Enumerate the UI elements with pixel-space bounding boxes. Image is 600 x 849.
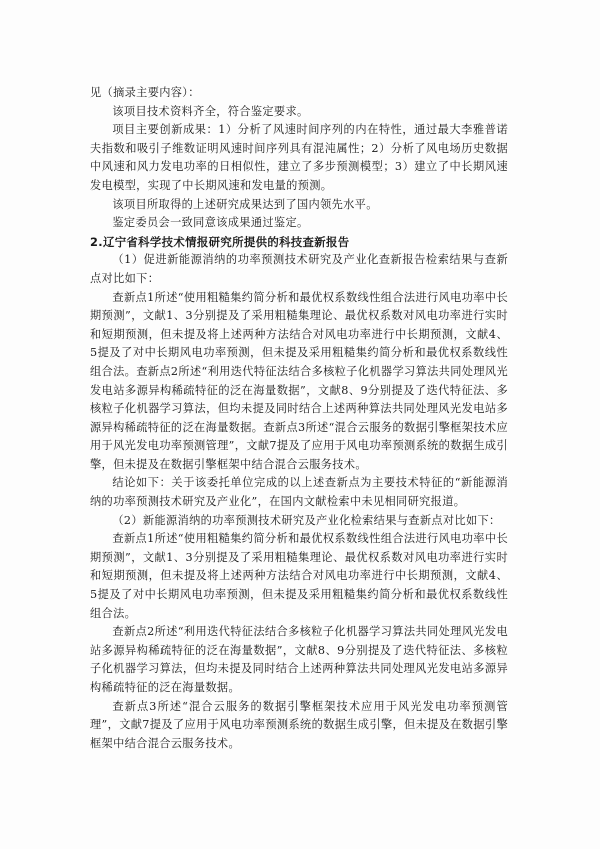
- paragraph-materials-complete: 该项目技术资料齐全，符合鉴定要求。: [112, 104, 309, 118]
- paragraph-committee-approval: 鉴定委员会一致同意该成果通过鉴定。: [112, 216, 309, 230]
- paragraph-excerpt-label: 见（摘录主要内容）：: [90, 86, 200, 99]
- section-heading-novelty-report: 2.辽宁省科学技术情报研究所提供的科技查新报告: [90, 234, 350, 249]
- paragraph-report-1-conclusion: 结论如下：关于该委托单位完成的以上述查新点为主要技术特征的“新能源消纳的功率预测技术研究及产业化”，在国内文献检索中未见相同研究报道。: [90, 476, 508, 509]
- paragraph-report-2-point-1: 查新点1所述“使用粗糙集约简分析和最优权系数线性组合法进行风电功率中长期预测”，文献1、3分别提及了采用粗糙集理论、最优权系数对风电功率进行实时和短期预测，但未提及将上述两种方法结合对风电功率进行中长期预测，文献4、5提及了对中长期风电功率预测，但未提及采用粗糙集约简分析和最优权系数线性组合法。: [90, 532, 508, 620]
- paragraph-report-2-point-3: 查新点3所述“混合云服务的数据引擎框架技术应用于风光发电功率预测管理”，文献7提及了应用于风电功率预测系统的数据生成引擎，但未提及在数据引擎框架中结合混合云服务技术。: [90, 699, 508, 750]
- document-body: [90, 84, 508, 753]
- paragraph-report-1-comparison: 查新点1所述“使用粗糙集约简分析和最优权系数线性组合法进行风电功率中长期预测”，文献1、3分别提及了采用粗糙集理论、最优权系数对风电功率进行实时和短期预测，但未提及将上述两种方法结合对风电功率进行中长期预测，文献4、5提及了对中长期风电功率预测，但未提及采用粗糙集约简分析和最优权系数线性组合法。查新点2所述“利用迭代特征法结合多核粒子化机器学习算法共同处理风光发电站多源异构稀疏特征的泛在海量数据”，文献8、9分别提及了迭代特征法、多核粒子化机器学习算法，但均未提及同时结合上述两种算法共同处理风光发电站多源异构稀疏特征的泛在海量数据。查新点3所述“混合云服务的数据引擎框架技术应用于风光发电功率预测管理”，文献7提及了应用于风电功率预测系统的数据生成引擎，但未提及在数据引擎框架中结合混合云服务技术。: [90, 290, 508, 471]
- paragraph-report-2-intro: （2）新能源消纳的功率预测技术研究及产业化检索结果与查新点对比如下：: [112, 513, 501, 527]
- paragraph-innovations: 项目主要创新成果：1）分析了风速时间序列的内在特性，通过最大李雅普诺夫指数和吸引子维数证明风速时间序列具有混沌属性；2）分析了风电场历史数据中风速和风力发电功率的日相似性，建立了多步预测模型；3）建立了中长期风速发电模型，实现了中长期风速和发电量的预测。: [90, 123, 508, 192]
- paragraph-report-1-intro: （1）促进新能源消纳的功率预测技术研究及产业化查新报告检索结果与查新点对比如下：: [90, 253, 508, 285]
- paragraph-level: 该项目所取得的上述研究成果达到了国内领先水平。: [112, 197, 378, 211]
- paragraph-report-2-point-2: 查新点2所述“利用迭代特征法结合多核粒子化机器学习算法共同处理风光发电站多源异构稀疏特征的泛在海量数据”，文献8、9分别提及了迭代特征法、多核粒子化机器学习算法，但均未提及同时结合上述两种算法共同处理风光发电站多源异构稀疏特征的泛在海量数据。: [90, 625, 508, 694]
